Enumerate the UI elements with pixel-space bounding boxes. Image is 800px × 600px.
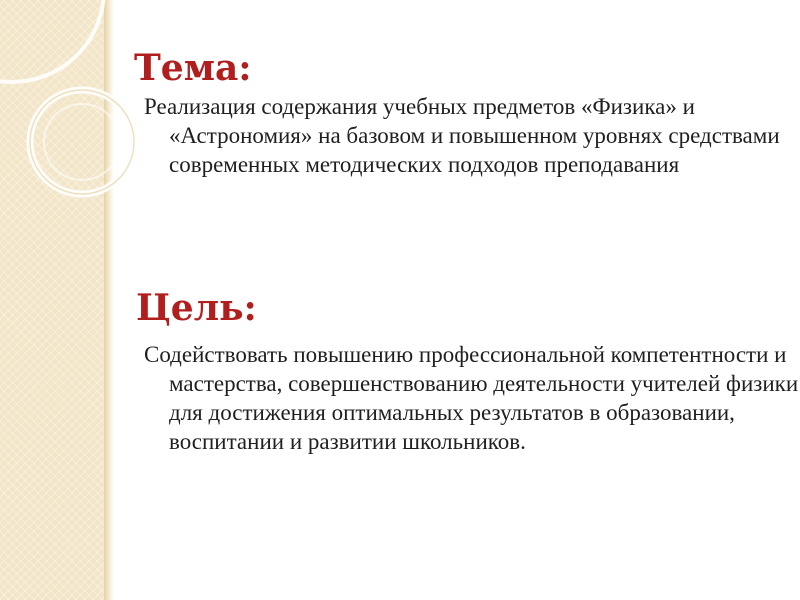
goal-text: Содействовать повышению профессиональной компетентности и мастерства, совершенствованию деятельности учителей физики для достижения оптимальных результатов в образовании, воспитании и развитии школьников. — [144, 342, 799, 454]
theme-heading: Тема: — [134, 47, 252, 89]
decorative-rings-icon — [0, 0, 140, 260]
theme-text: Реализация содержания учебных предметов «Физика» и «Астрономия» на базовом и повышенном уровнях средствами современных методических подходов преподавания — [144, 94, 780, 177]
goal-heading: Цель: — [136, 287, 257, 329]
